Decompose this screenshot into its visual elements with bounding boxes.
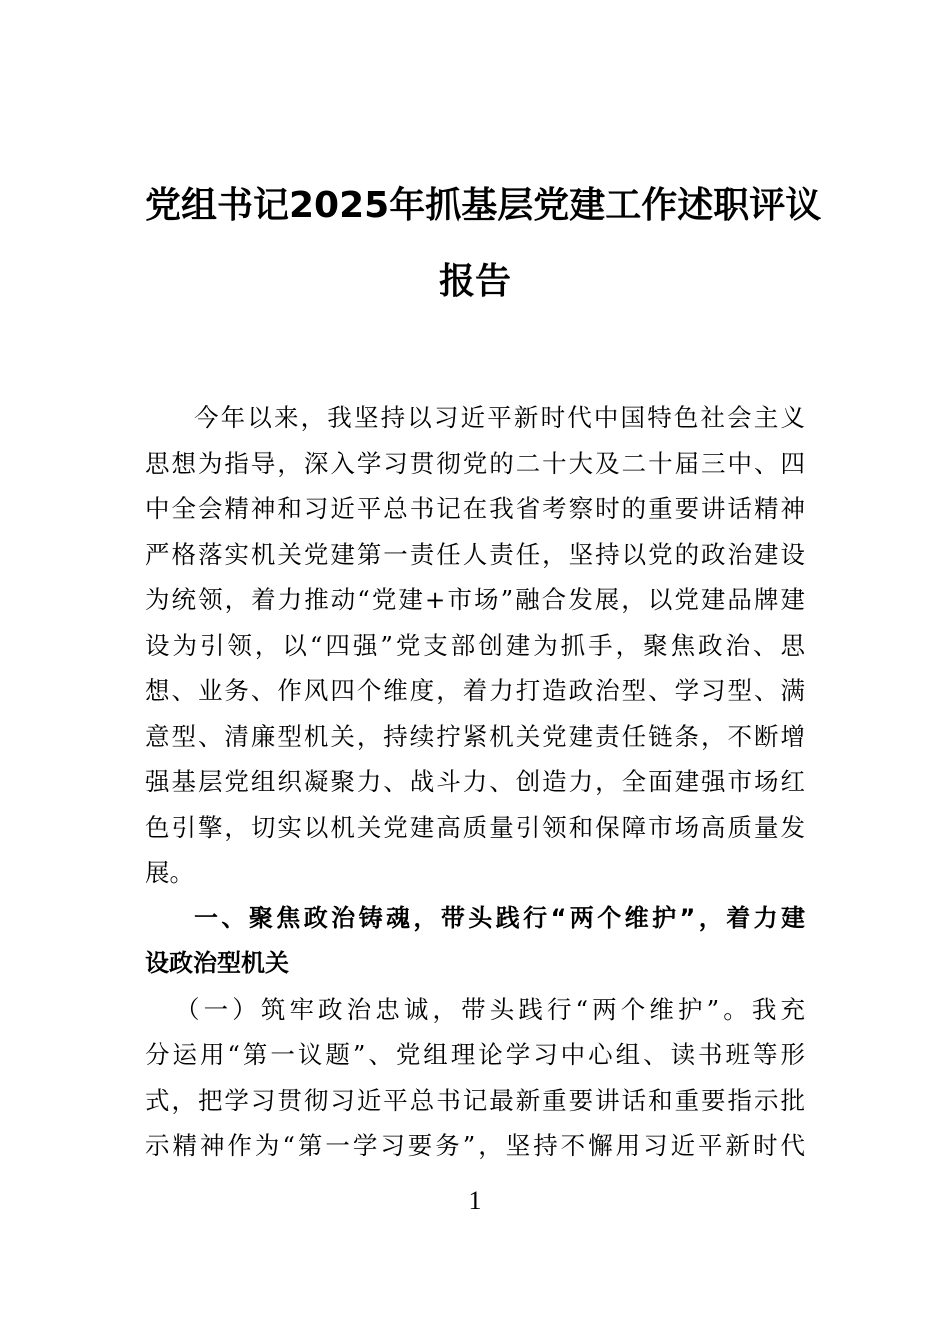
paragraph-line: 想、业务、作风四个维度，着力打造政治型、学习型、满 [145, 676, 805, 705]
title-line-2: 报告 [438, 261, 511, 302]
paragraph-line: 意型、清廉型机关，持续拧紧机关党建责任链条，不断增 [145, 721, 805, 751]
document-body [145, 395, 805, 1169]
document-title [145, 168, 822, 320]
paragraph-line: 今年以来，我坚持以习近平新时代中国特色社会主义 [194, 403, 805, 432]
paragraph-line: 示精神作为“第一学习要务”，坚持不懈用习近平新时代 [145, 1131, 805, 1160]
paragraph-line: 色引擎，切实以机关党建高质量引领和保障市场高质量发 [145, 812, 805, 842]
paragraph-line: 为统领，着力推动“党建+市场”融合发展，以党建品牌建 [145, 585, 805, 614]
paragraph-line: 强基层党组织凝聚力、战斗力、创造力，全面建强市场红 [145, 767, 805, 796]
paragraph-line: 展。 [145, 858, 194, 887]
title-line-1: 党组书记2025年抓基层党建工作述职评议 [145, 185, 822, 226]
paragraph-line: 思想为指导，深入学习贯彻党的二十大及二十届三中、四 [145, 448, 805, 478]
paragraph-line: 严格落实机关党建第一责任人责任，坚持以党的政治建设 [145, 539, 805, 569]
paragraph-line: 式，把学习贯彻习近平总书记最新重要讲话和重要指示批 [145, 1085, 805, 1115]
paragraph-line: 中全会精神和习近平总书记在我省考察时的重要讲话精神 [145, 494, 805, 523]
paragraph-line: 分运用“第一议题”、党组理论学习中心组、读书班等形 [145, 1040, 805, 1069]
section-heading-line: 设政治型机关 [145, 949, 289, 977]
section-heading-line: 一、聚焦政治铸魂，带头践行“两个维护”，着力建 [194, 903, 805, 932]
paragraph-line: 设为引领，以“四强”党支部创建为抓手，聚焦政治、思 [145, 630, 805, 660]
paragraph-line: （一）筑牢政治忠诚，带头践行“两个维护”。我充 [175, 994, 805, 1024]
page-number: 1 [468, 1186, 482, 1215]
